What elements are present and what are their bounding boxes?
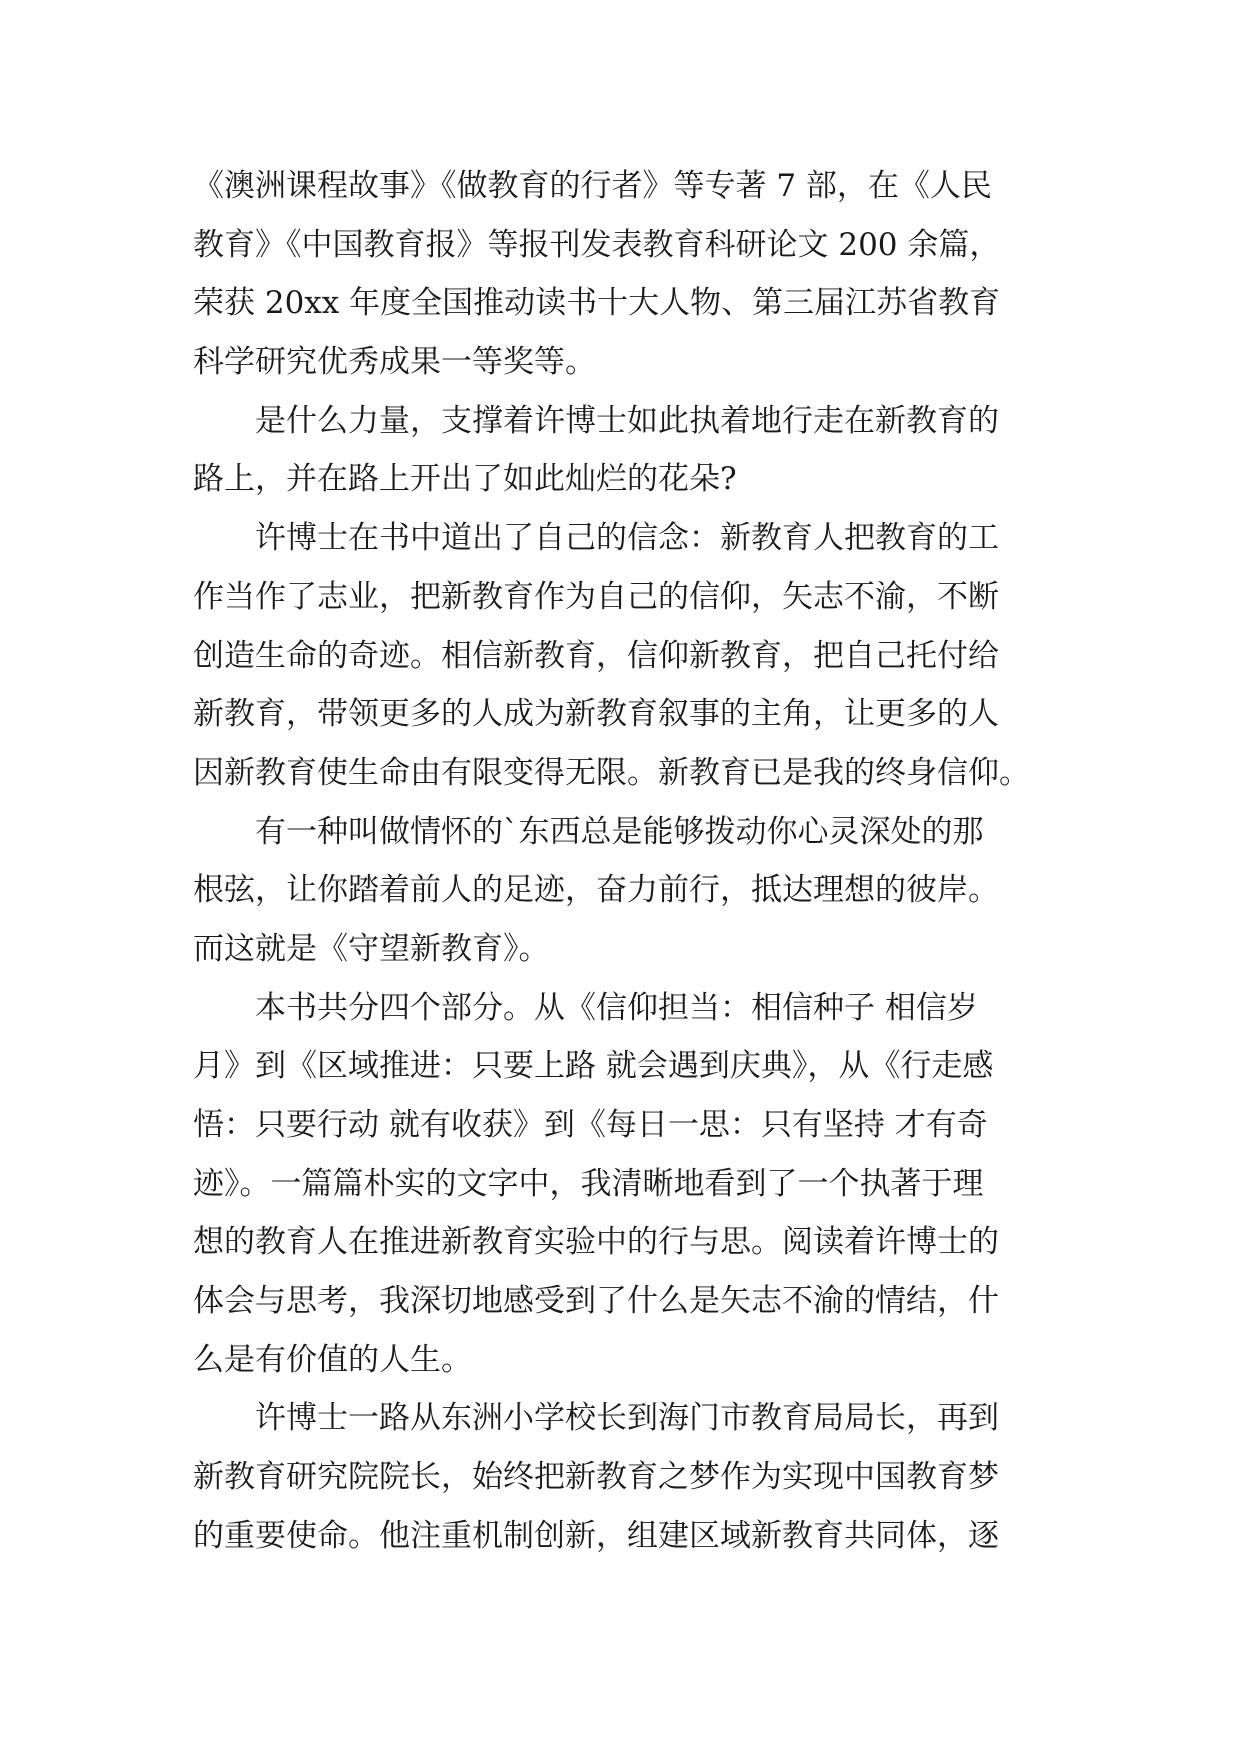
- text-line: 想的教育人在推进新教育实验中的行与思。阅读着许博士的: [193, 1224, 999, 1261]
- text-line: 悟：只要行动 就有收获》到《每日一思：只有坚持 才有奇: [193, 1107, 988, 1143]
- text-line: 荣获 20xx 年度全国推动读书十大人物、第三届江苏省教育: [193, 285, 1001, 322]
- document-body: [193, 157, 1053, 1566]
- text-line: 路上，并在路上开出了如此灿烂的花朵?: [193, 461, 737, 498]
- text-line: 创造生命的奇迹。相信新教育，信仰新教育，把自己托付给: [193, 637, 999, 674]
- paragraph-first-line: 许博士在书中道出了自己的信念：新教育人把教育的工: [255, 520, 999, 557]
- text-line: 作当作了志业，把新教育作为自己的信仰，矢志不渝，不断: [193, 578, 999, 615]
- paragraph-first-line: 是什么力量，支撑着许博士如此执着地行走在新教育的: [255, 402, 999, 439]
- text-line: 的重要使命。他注重机制创新，组建区域新教育共同体，逐: [193, 1517, 999, 1554]
- text-line: 体会与思考，我深切地感受到了什么是矢志不渝的情结，什: [193, 1283, 999, 1320]
- text-line: 迹》。一篇篇朴实的文字中，我清晰地看到了一个执著于理: [193, 1165, 984, 1202]
- text-line: 么是有价值的人生。: [193, 1341, 472, 1378]
- paragraph-first-line: 许博士一路从东洲小学校长到海门市教育局局长，再到: [255, 1400, 999, 1437]
- text-line: 《澳洲课程故事》《做教育的行者》等专著 7 部，在《人民: [193, 168, 992, 204]
- text-line: 科学研究优秀成果一等奖等。: [193, 344, 596, 381]
- text-line: 而这就是《守望新教育》。: [193, 930, 550, 967]
- text-line: 新教育研究院院长，始终把新教育之梦作为实现中国教育梦: [193, 1459, 999, 1496]
- text-line: 教育》《中国教育报》等报刊发表教育科研论文 200 余篇，: [193, 226, 1001, 263]
- paragraph-first-line: 有一种叫做情怀的`东西总是能够拨动你心灵深处的那: [255, 813, 984, 850]
- text-line: 根弦，让你踏着前人的足迹，奋力前行，抵达理想的彼岸。: [193, 872, 999, 909]
- text-line: 新教育，带领更多的人成为新教育叙事的主角，让更多的人: [193, 696, 999, 733]
- text-line: 月》到《区域推进：只要上路 就会遇到庆典》，从《行走感: [193, 1048, 994, 1085]
- text-line: 因新教育使生命由有限变得无限。新教育已是我的终身信仰。: [193, 754, 1030, 791]
- paragraph-first-line: 本书共分四个部分。从《信仰担当：相信种子 相信岁: [255, 989, 978, 1026]
